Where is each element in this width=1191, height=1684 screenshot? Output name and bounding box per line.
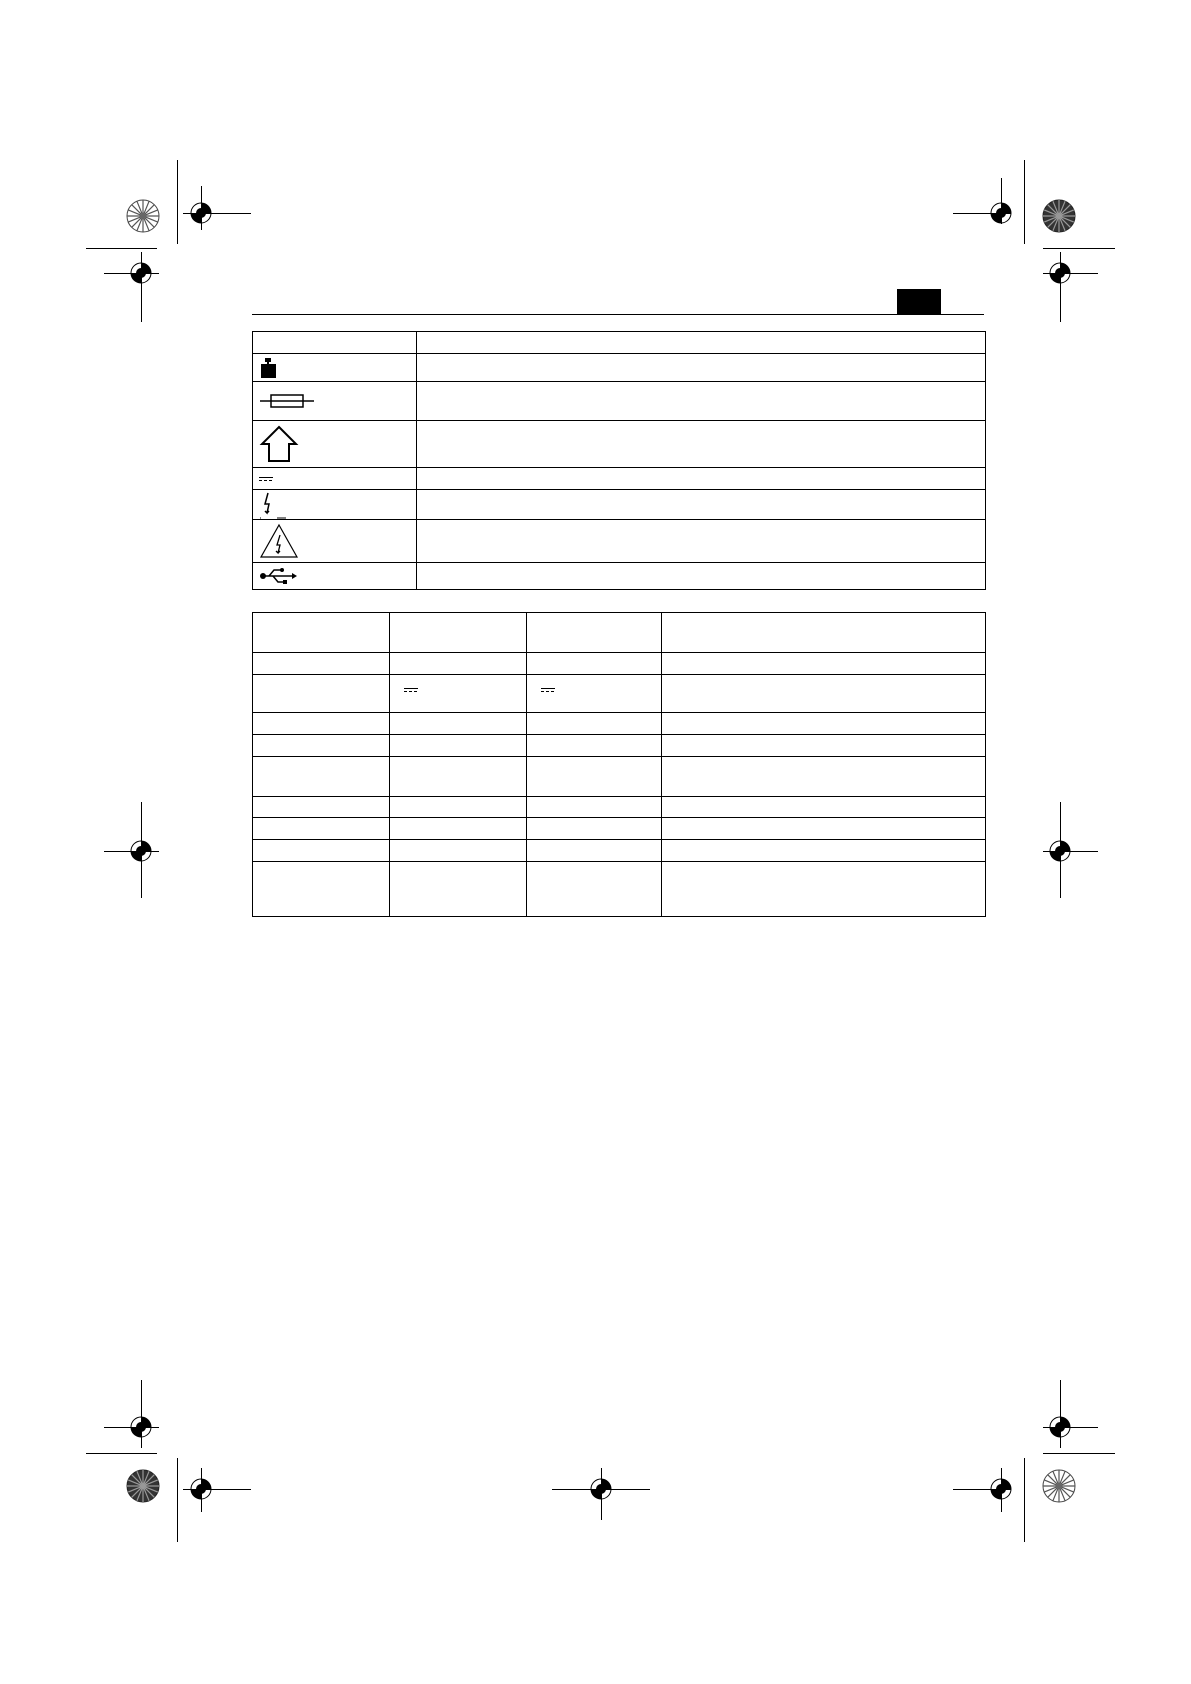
table-cell xyxy=(253,862,390,917)
table-cell xyxy=(527,840,662,862)
table-row xyxy=(253,675,986,713)
header-cell xyxy=(253,613,390,653)
registration-mark-icon xyxy=(586,1474,616,1504)
direct-current-icon xyxy=(259,477,273,481)
table-cell xyxy=(253,653,390,675)
crop-line xyxy=(1024,160,1025,244)
header-cell xyxy=(390,613,527,653)
table-cell xyxy=(253,818,390,840)
table-cell xyxy=(662,713,986,735)
language-tab xyxy=(897,289,941,314)
description-cell xyxy=(417,490,986,520)
symbol-header-cell xyxy=(253,332,417,354)
usb-icon xyxy=(259,567,299,585)
symbol-cell xyxy=(253,520,417,563)
table-row xyxy=(253,797,986,818)
description-cell xyxy=(417,520,986,563)
table-cell xyxy=(662,818,986,840)
table-cell xyxy=(390,818,527,840)
description-cell xyxy=(417,468,986,490)
table-cell xyxy=(662,797,986,818)
crop-line xyxy=(1043,248,1115,249)
header-rule xyxy=(252,314,984,315)
crop-line xyxy=(86,248,157,249)
table-cell xyxy=(662,757,986,797)
table-cell xyxy=(253,840,390,862)
table-header-row xyxy=(253,613,986,653)
crop-line xyxy=(1024,1458,1025,1542)
table-cell xyxy=(527,735,662,757)
table-row xyxy=(253,520,986,563)
symbol-cell xyxy=(253,382,417,421)
symbol-cell xyxy=(253,563,417,590)
table-cell xyxy=(527,797,662,818)
fuse-icon xyxy=(259,391,315,411)
table-cell xyxy=(390,797,527,818)
registration-mark-icon xyxy=(186,198,216,228)
table-cell xyxy=(527,653,662,675)
table-row xyxy=(253,862,986,917)
header-cell xyxy=(527,613,662,653)
registration-mark-icon xyxy=(986,1474,1016,1504)
table-cell xyxy=(527,757,662,797)
table-cell xyxy=(390,653,527,675)
table-row xyxy=(253,757,986,797)
starburst-target-icon xyxy=(1042,199,1076,233)
crop-line xyxy=(177,160,178,244)
symbol-cell xyxy=(253,468,417,490)
table-cell xyxy=(662,862,986,917)
table-cell xyxy=(390,713,527,735)
table-cell xyxy=(390,675,527,713)
description-header-cell xyxy=(417,332,986,354)
specification-table xyxy=(252,612,986,917)
table-row xyxy=(253,653,986,675)
table-row xyxy=(253,354,986,382)
description-cell xyxy=(417,382,986,421)
registration-mark-icon xyxy=(1045,258,1075,288)
starburst-target-icon xyxy=(126,199,160,233)
table-row xyxy=(253,713,986,735)
registration-mark-icon xyxy=(126,1412,156,1442)
table-cell xyxy=(390,840,527,862)
table-cell xyxy=(390,735,527,757)
indoor-use-icon xyxy=(259,424,299,464)
registration-mark-icon xyxy=(1045,1412,1075,1442)
weight-icon xyxy=(259,357,279,379)
direct-current-icon xyxy=(541,688,555,692)
table-cell xyxy=(662,675,986,713)
electric-warning-icon xyxy=(259,523,299,559)
registration-mark-icon xyxy=(986,198,1016,228)
table-header-row xyxy=(253,332,986,354)
description-cell xyxy=(417,421,986,468)
table-cell xyxy=(253,735,390,757)
symbol-cell xyxy=(253,354,417,382)
table-cell xyxy=(527,862,662,917)
symbol-table xyxy=(252,331,986,590)
registration-mark-icon xyxy=(126,836,156,866)
table-cell xyxy=(390,757,527,797)
table-cell xyxy=(527,675,662,713)
table-row xyxy=(253,490,986,520)
table-row xyxy=(253,382,986,421)
registration-mark-icon xyxy=(186,1474,216,1504)
table-row xyxy=(253,840,986,862)
crop-line xyxy=(177,1458,178,1542)
table-cell xyxy=(527,713,662,735)
crop-line xyxy=(1043,1453,1115,1454)
table-cell xyxy=(662,653,986,675)
table-cell xyxy=(662,735,986,757)
registration-mark-icon xyxy=(126,258,156,288)
table-cell xyxy=(253,675,390,713)
table-cell xyxy=(253,757,390,797)
table-cell xyxy=(253,713,390,735)
description-cell xyxy=(417,563,986,590)
registration-mark-icon xyxy=(1045,836,1075,866)
symbol-cell xyxy=(253,421,417,468)
symbol-cell xyxy=(253,490,417,520)
table-row xyxy=(253,563,986,590)
table-row xyxy=(253,468,986,490)
table-cell xyxy=(662,840,986,862)
starburst-target-icon xyxy=(126,1469,160,1503)
crop-line xyxy=(86,1453,157,1454)
table-cell xyxy=(527,818,662,840)
table-row xyxy=(253,818,986,840)
table-row xyxy=(253,735,986,757)
header-cell xyxy=(662,613,986,653)
table-cell xyxy=(253,797,390,818)
starburst-target-icon xyxy=(1042,1469,1076,1503)
description-cell xyxy=(417,354,986,382)
table-row xyxy=(253,421,986,468)
direct-current-icon xyxy=(404,688,418,692)
lightning-icon xyxy=(259,491,287,519)
table-cell xyxy=(390,862,527,917)
